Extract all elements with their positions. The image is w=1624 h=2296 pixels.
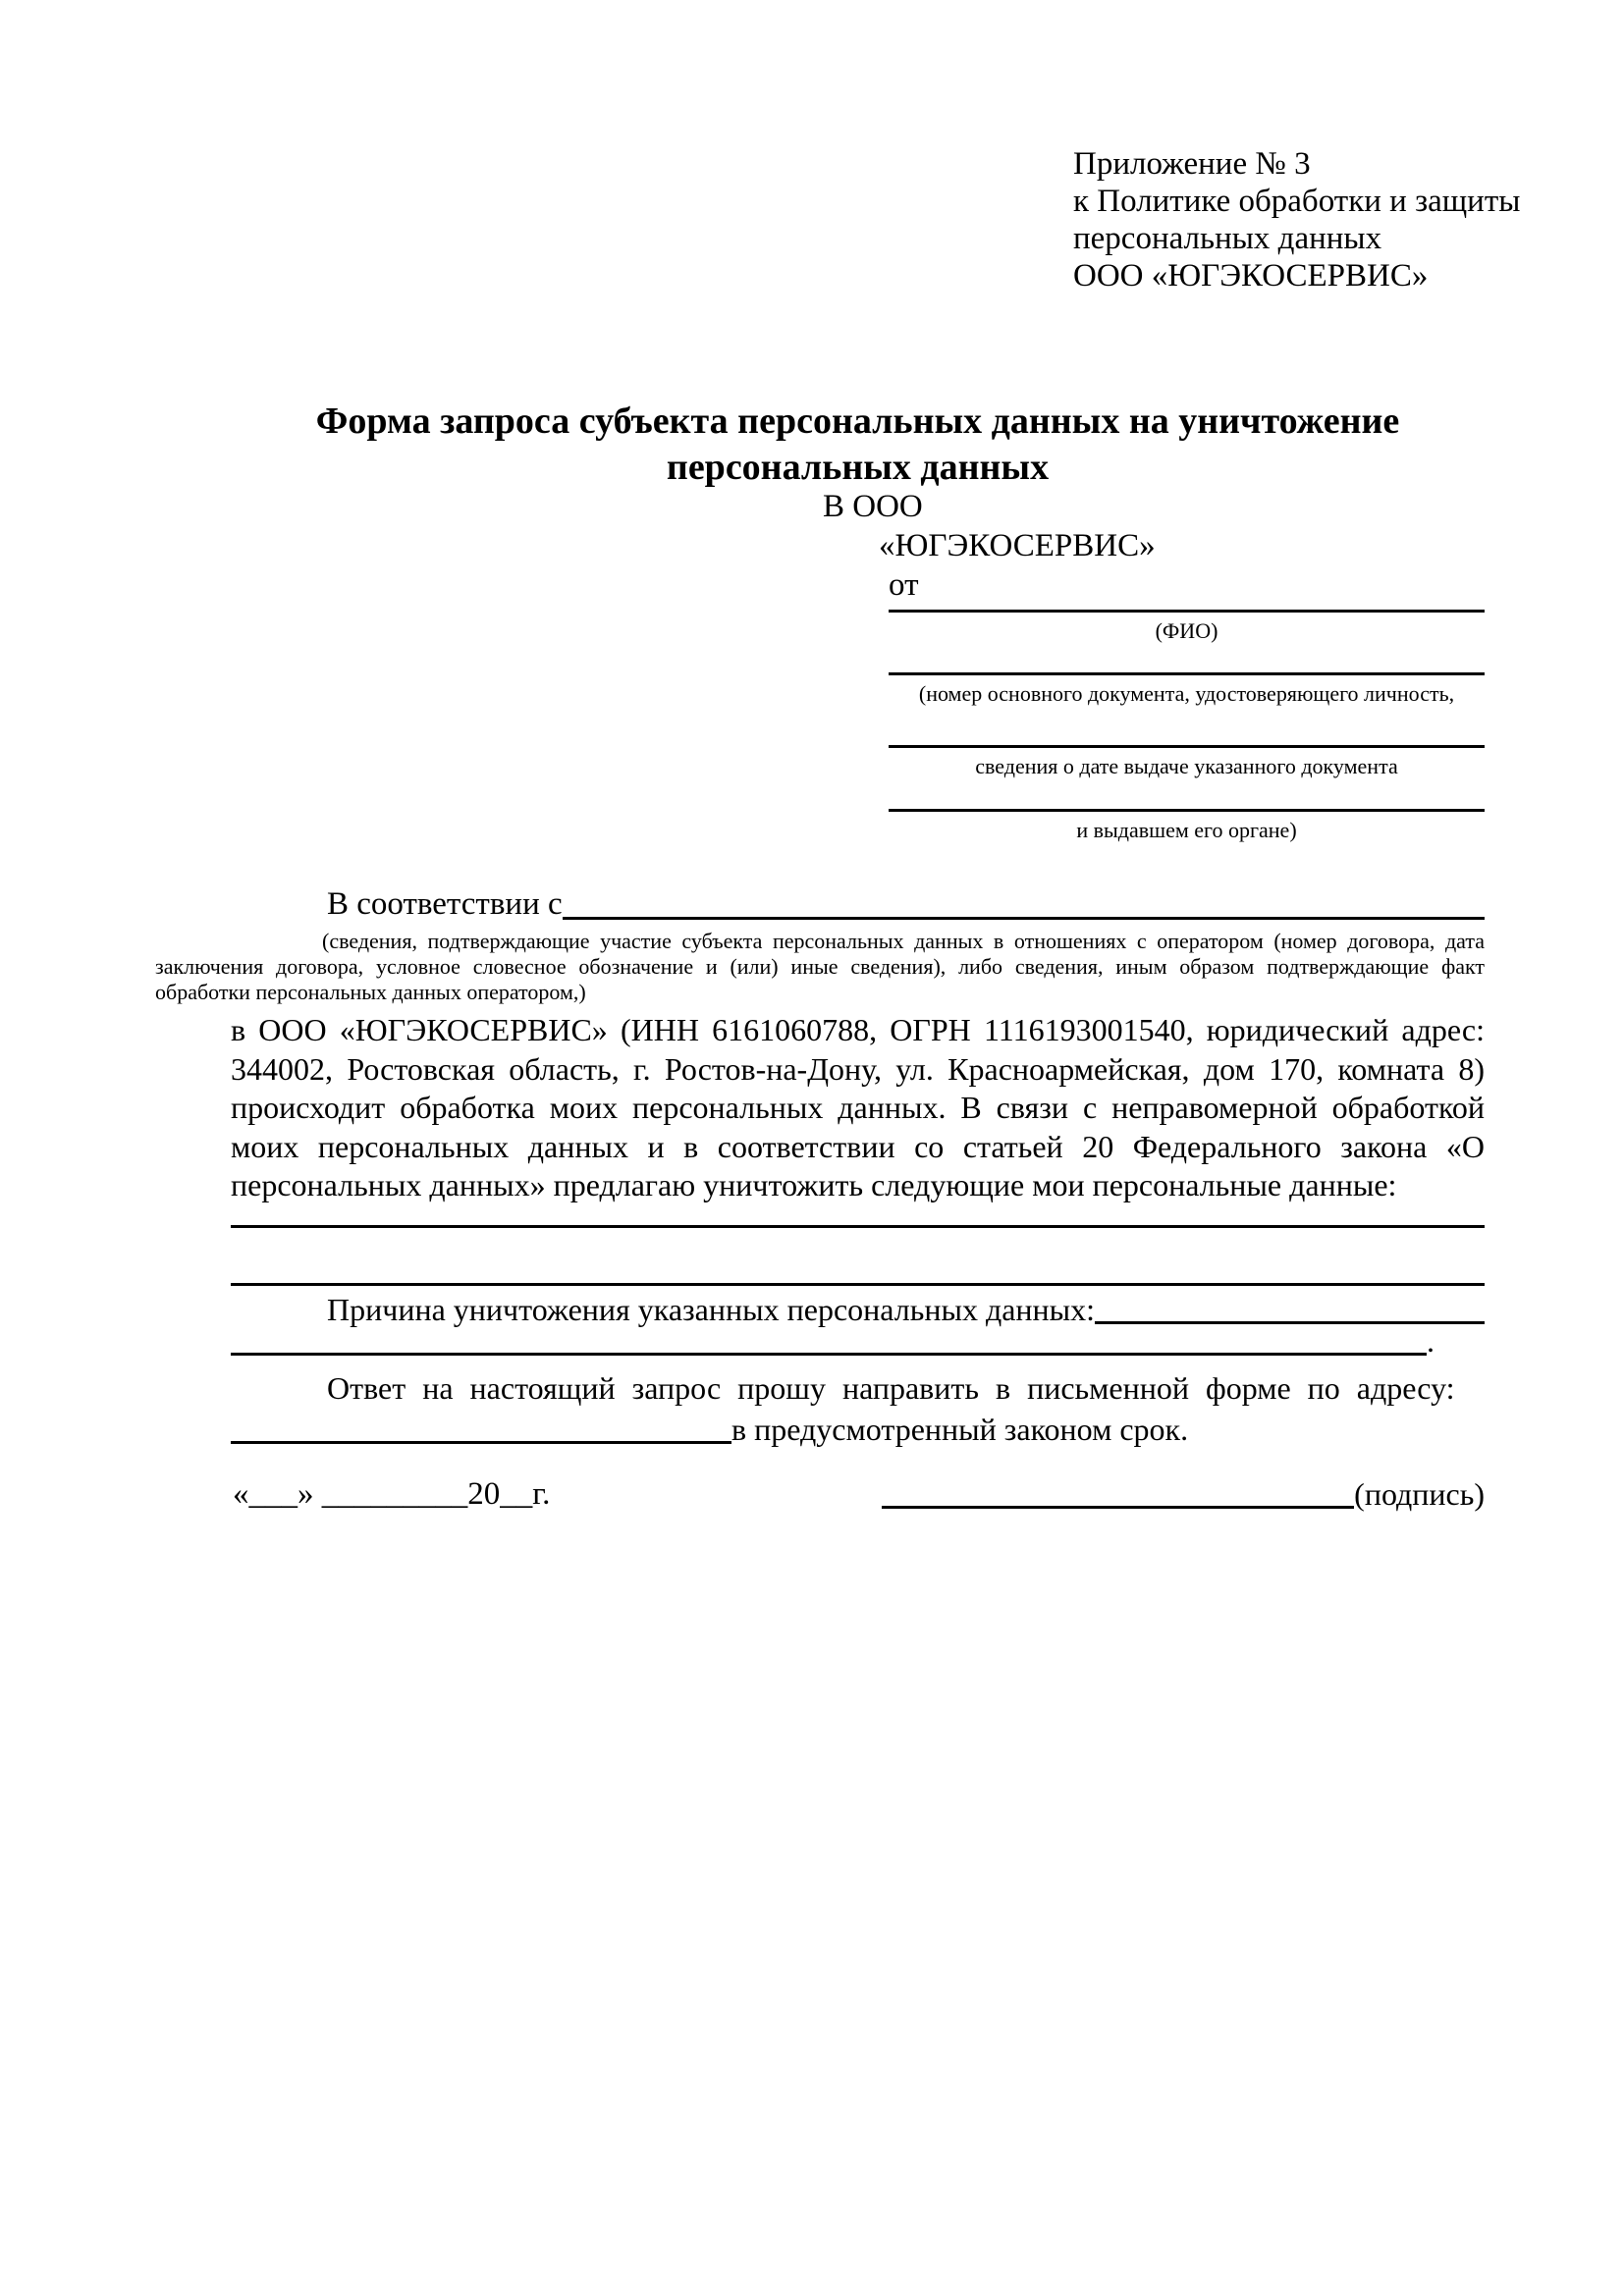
data-blank-line-1 bbox=[231, 1225, 1485, 1228]
response-tail-text: в предусмотренный законом срок. bbox=[731, 1412, 1189, 1447]
response-address-row bbox=[231, 1410, 1485, 1449]
period-text: . bbox=[1427, 1323, 1435, 1359]
document-number-caption: (номер основного документа, удостоверяющего личность, bbox=[918, 681, 1455, 706]
issuing-authority-caption: и выдавшем его органе) bbox=[1076, 818, 1297, 842]
body-paragraph: в ООО «ЮГЭКОСЕРВИС» (ИНН 6161060788, ОГРН 1116193001540, юридический адрес: 344002, Ростовская область, г. Ростов-на-Дону, ул. Красноармейская, дом 170, комната 8) происходит обработка моих персональных данных. В связи с неправомерной обработкой моих персональных данных и в соответствии со статьей 20 Федерального закона «О персональных данных» предлагаю уничтожить следующие мои персональные данные: bbox=[231, 1012, 1485, 1202]
signature-row bbox=[882, 1474, 1485, 1514]
addressee-line-3: от bbox=[889, 567, 919, 603]
issuing-authority-blank-field bbox=[889, 809, 1485, 812]
reason-label: Причина уничтожения указанных персональных данных: bbox=[327, 1292, 1096, 1327]
appendix-line: Приложение № 3 bbox=[1073, 146, 1311, 182]
response-request-paragraph: Ответ на настоящий запрос прошу направить в письменной форме по адресу: bbox=[327, 1370, 1455, 1406]
accordance-lead: В соответствии с bbox=[327, 886, 563, 922]
appendix-line: персональных данных bbox=[1073, 221, 1382, 256]
reason-continuation-blank-field bbox=[231, 1321, 1427, 1356]
appendix-line: ООО «ЮГЭКОСЕРВИС» bbox=[1073, 258, 1429, 294]
document-number-blank-field bbox=[889, 672, 1485, 675]
address-blank-field bbox=[231, 1410, 731, 1444]
fio-caption: (ФИО) bbox=[1155, 618, 1218, 643]
fio-blank-field bbox=[889, 610, 1485, 613]
accordance-note: (сведения, подтверждающие участие субъекта персональных данных в отношениях с оператором (номер договора, дата заключения договора, условное словесное обозначение и (или) иные сведения), либо сведения, иным образом подтверждающие факт обработки персональных данных оператором,) bbox=[155, 929, 1485, 1004]
accordance-blank-field bbox=[563, 883, 1485, 920]
signature-caption: (подпись) bbox=[1354, 1476, 1485, 1512]
data-blank-line-2 bbox=[231, 1283, 1485, 1286]
appendix-header bbox=[1073, 145, 1544, 294]
appendix-line: к Политике обработки и защиты bbox=[1073, 184, 1521, 219]
reason-blank-field bbox=[1095, 1290, 1485, 1324]
issue-date-blank-field bbox=[889, 745, 1485, 748]
addressee-line-1: В ООО bbox=[823, 489, 923, 524]
date-blank-field: «___» _________20__г. bbox=[233, 1476, 551, 1512]
issue-date-caption: сведения о дате выдаче указанного документа bbox=[975, 754, 1398, 778]
reason-continuation-row bbox=[231, 1321, 1485, 1361]
document-title: Форма запроса субъекта персональных данных на уничтожение персональных данных bbox=[315, 400, 1400, 488]
signature-blank-field bbox=[882, 1474, 1354, 1509]
accordance-row bbox=[231, 883, 1485, 925]
addressee-line-2: «ЮГЭКОСЕРВИС» bbox=[879, 528, 1156, 563]
